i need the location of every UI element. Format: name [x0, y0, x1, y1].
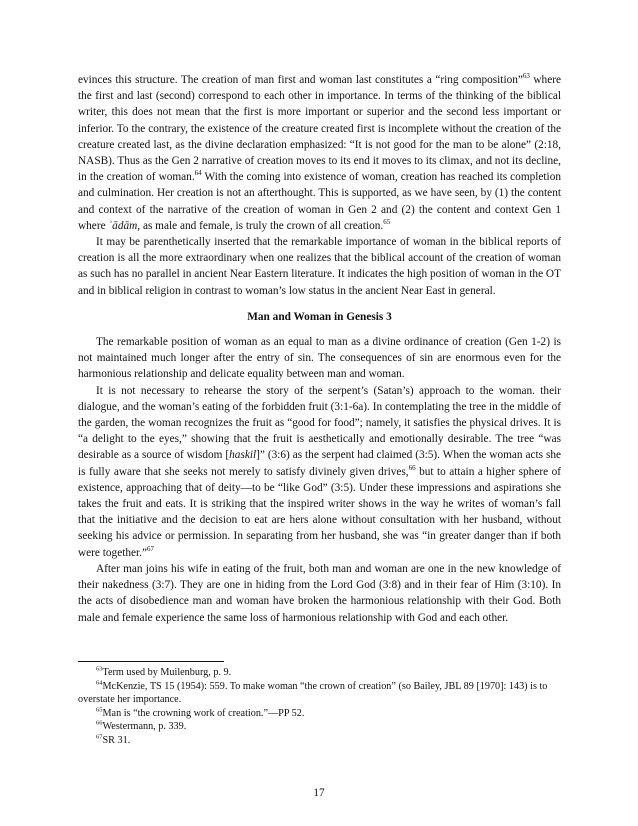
footnote-ref-66: 66: [408, 463, 416, 472]
footnote-number: 64: [96, 679, 103, 687]
paragraph-2: [78, 234, 561, 299]
paragraph-4: [78, 383, 561, 561]
footnote-number: 63: [96, 665, 103, 673]
footnote-ref-63: 63: [522, 72, 530, 81]
footnote-ref-67: 67: [147, 544, 155, 553]
footnote-ref-65: 65: [383, 218, 391, 227]
footnote-text: Man is “the crowning work of creation.”—PP 52.: [102, 707, 305, 719]
footnote-66: [78, 720, 561, 734]
text-run: It is not necessary to rehearse the story of the serpent’s (Satan’s) approach to the woman. their dialogue, and the woman’s eating of the forbidden fruit (3:1-6a). In contemplating the tree in the middle of the garden, the woman recognizes the fruit as “good for food”; namely, it satisfies the physical drives. It is “a delight to the eyes,” showing that the fruit is aesthetically and emotionally desirable. The tree “was desirable as a source of wisdom [: [78, 384, 561, 462]
footnote-text: SR 31.: [102, 734, 131, 746]
text-run: ]” (3:6) as the serpent had claimed (3:5). When the woman acts she is fully aware that she seeks not merely to satisfy divinely given drives,: [78, 449, 562, 478]
footnote-65: [78, 707, 561, 721]
footnote-text: Term used by Muilenburg, p. 9.: [102, 667, 232, 678]
footnote-text: Westermann, p. 339.: [102, 721, 187, 733]
section-heading: Man and Woman in Genesis 3: [247, 310, 392, 323]
footnote-number: 67: [96, 733, 103, 741]
page-number: 17: [313, 787, 325, 799]
text-run: where the first and last (second) correspond to each other in importance. In terms of the thinking of the biblical writer, this does not mean that the first is more important or superior and the second less important or inferior. To the contrary, the existence of the creature created first is incomplete without the creation of the creature created last, as the divine declaration emphasized: “It is not good for the man to be alone” (2:18, NASB). Thus as the Gen 2 narrative of creation moves to its end it moves to its climax, and not its decline, in the creation of woman.: [78, 74, 561, 184]
text-run: The remarkable position of woman as an equal to man as a divine ordinance of creation (Gen 1-2) is not maintained much longer after the entry of sin. The consequences of sin are enormous even for the harmonious relationship and delicate equality between man and woman.: [78, 336, 561, 381]
text-run: It may be parenthetically inserted that the remarkable importance of woman in the biblical reports of creation is all the more extraordinary when one realizes that the biblical account of the creation of woman as such has no parallel in ancient Near Eastern literature. It indicates the high position of woman in the OT and in biblical religion in contrast to woman’s low status in the ancient Near East in general.: [78, 236, 561, 297]
hebrew-term: ʾādām: [108, 219, 138, 232]
text-run: evinces this structure. The creation of man first and woman last constitutes a “ring composition”: [78, 74, 523, 86]
text-run: With the coming into existence of woman, creation has reached its completion and culmination. Her creation is not an afterthought. This is supported, as we have seen, by (1) the content and context of the narrative of the creation of woman in Gen 2 and (2) the content and context Gen 1 where: [78, 171, 561, 232]
hebrew-term: haskil: [229, 449, 257, 462]
page-body: [78, 72, 561, 626]
paragraph-3: [78, 334, 561, 383]
footnote-ref-64: 64: [194, 169, 202, 178]
footnote-divider: [78, 661, 224, 662]
footnote-64: [78, 680, 561, 707]
footnote-63: [78, 666, 561, 680]
footnotes: [78, 666, 561, 748]
footnote-text: McKenzie, TS 15 (1954): 559. To make woman “the crown of creation” (so Bailey, JBL 89 [1970]: 143) is to overstate her importance.: [78, 680, 548, 706]
footnote-number: 66: [96, 719, 103, 727]
paragraph-1: [78, 72, 561, 234]
text-run: but to attain a higher sphere of existence, approaching that of deity—to be “like God” (3:5). Under these impressions and aspirations she takes the fruit and eats. It is striking that the inspired writer shows in the way he writes of woman’s fall that the initiative and the decision to eat are hers alone without consultation with her husband, without seeking his advice or permission. In separating from her husband, she was “in greater danger than if both were together.”: [78, 465, 561, 559]
paragraph-5: [78, 561, 561, 626]
text-run: , as male and female, is truly the crown of all creation.: [137, 219, 384, 232]
footnote-number: 65: [96, 706, 103, 714]
text-run: After man joins his wife in eating of the fruit, both man and woman are one in the new knowledge of their nakedness (3:7). They are one in hiding from the Lord God (3:8) and in their fear of Him (3:10). In the acts of disobedience man and woman have broken the harmonious relationship with their God. Both male and female experience the same loss of harmonious relationship with God and each other.: [78, 562, 561, 624]
footnote-67: [78, 734, 561, 748]
